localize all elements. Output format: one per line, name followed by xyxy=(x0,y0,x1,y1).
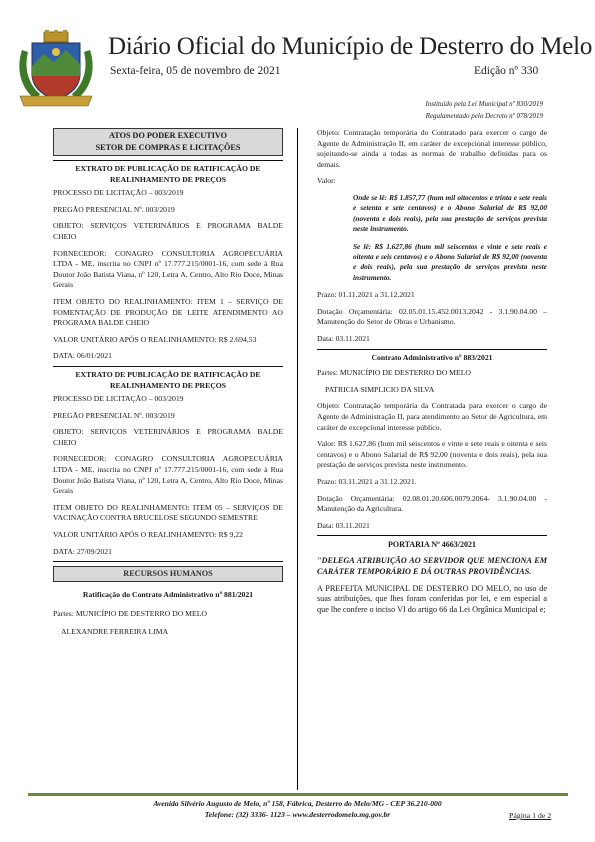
extrato-valor: VALOR UNITÁRIO APÓS O REALINHAMENTO: R$ 9,22 xyxy=(53,530,243,540)
contract-prazo: Prazo: 01.11.2021 a 31.12.2021 xyxy=(317,290,415,300)
footer-contact: Telefone: (32) 3336- 1123 – www.desterrodomelo.mg.gov.br xyxy=(204,810,391,819)
contractor-name: PATRICIA SIMPLICIO DA SILVA xyxy=(325,384,435,394)
institution-law: Instituído pela Lei Municipal nº 830/2019 xyxy=(425,100,543,108)
contract-objeto: Objeto: Contratação temporária da Contratada para exercer o cargo de Agente de Administração II, para atendimento ao Setor de Agricultura, em caráter de excepcional interesse público. xyxy=(317,401,547,432)
extrato-fornecedor: FORNECEDOR: CONAGRO CONSULTORIA AGROPECUÁRIA LTDA - ME, inscrita no CNPJ nº 17.777.215/0001-16, com sede à Rua Doutor João Batista Viana, nº 120, Letra A, Centro, Alto Rio Doce, Minas Gerais xyxy=(53,248,283,290)
portaria-title: PORTARIA Nº 4663/2021 xyxy=(388,540,476,550)
column-divider xyxy=(297,128,298,790)
extrato-valor: VALOR UNITÁRIO APÓS O REALINHAMENTO: R$ 2.694,53 xyxy=(53,334,257,344)
section-header-hr: RECURSOS HUMANOS xyxy=(53,566,283,582)
section-header-executive xyxy=(53,128,283,156)
extrato-title: EXTRATO DE PUBLICAÇÃO DE RATIFICAÇÃO DE REALINHAMENTO DE PREÇOS xyxy=(75,164,261,184)
extrato-title: EXTRATO DE PUBLICAÇÃO DE RATIFICAÇÃO DE REALINHAMENTO DE PREÇOS xyxy=(75,369,261,390)
page-number: Página 1 de 2 xyxy=(509,811,552,820)
extrato-processo: PROCESSO DE LICITAÇÃO – 003/2019 xyxy=(53,188,184,198)
valor-where-reads: Onde se lê: R$ 1.857,77 (hum mil oitocentos e trinta e sete reais e setenta e sete centavos) e o Abono Salarial de R$ 92,00 (noventa e dois reais), pela sua prestação de serviços prevista neste instrumento. xyxy=(353,192,547,234)
newspaper-title: Diário Oficial do Município de Desterro do Melo xyxy=(108,33,593,60)
section-rule xyxy=(53,366,283,367)
extrato-fornecedor: FORNECEDOR: CONAGRO CONSULTORIA AGROPECUÁRIA LTDA - ME, inscrita no CNPJ nº 17.777.215/0001-16, com sede à Rua Doutor João Batista Viana, nº 120, Letra A, Centro, Alto Rio Doce, Minas Gerais xyxy=(53,454,283,496)
contract-data: Data: 03.11.2021 xyxy=(317,334,370,343)
contract-title: Contrato Administrativo nº 883/2021 xyxy=(371,352,493,362)
extrato-data: DATA: 27/09/2021 xyxy=(53,546,112,556)
extrato-item: ITEM OBJETO DO REALINHAMENTO: ITEM 1 – SERVIÇO DE FOMENTAÇÃO DE PRODUÇÃO DE LEITE ATENDIMENTO AO PROGRAMA BALDE CHEIO xyxy=(53,296,283,328)
ratification-title: Ratificação do Contrato Administrativo nº 881/2021 xyxy=(82,590,254,600)
contract-dotacao: Dotação Orçamentária: 02.05.01.15.452.0013.2042 - 3.1.90.04.00 – Manutenção do Setor de Obras e Urbanismo. xyxy=(317,306,547,327)
contract-parties: Partes: MUNICÍPIO DE DESTERRO DO MELO xyxy=(53,608,207,618)
extrato-objeto: OBJETO: SERVIÇOS VETERINÁRIOS E PROGRAMA BALDE CHEIO xyxy=(53,221,283,241)
contract-prazo: Prazo: 03.11.2021 a 31.12.2021. xyxy=(317,476,417,486)
contract-parties: Partes: MUNICÍPIO DE DESTERRO DO MELO xyxy=(317,368,471,378)
footer-rule xyxy=(28,793,568,796)
left-column xyxy=(53,128,283,644)
contract-dotacao: Dotação Orçamentária: 02.08.01.20.606.0079.2064- 3.1.90.04.00 - Manutenção da Agricultura. xyxy=(317,493,547,514)
contract-valor-label: Valor: xyxy=(317,176,336,186)
section-rule xyxy=(53,160,283,161)
edition-number: Edição nº 330 xyxy=(474,65,539,77)
extrato-pregao: PREGÃO PRESENCIAL Nº. 003/2019 xyxy=(53,204,175,214)
valor-reads: Se lê: R$ 1.627,86 (hum mil seiscentos e vinte e sete reais e oitenta e seis centavos) e o Abono Salarial de R$ 92,00 (noventa e dois reais), pela sua prestação de serviços prevista neste instrumento. xyxy=(353,241,547,282)
footer-address: Avenida Silvério Augusto de Melo, nº 158, Fábrica, Desterro do Melo/MG - CEP 36.210-000 xyxy=(153,799,442,808)
institution-note xyxy=(426,98,543,122)
extrato-item: ITEM OBJETO DO REALINHAMENTO: ITEM 05 – SERVIÇOS DE VACINAÇÃO CONTRA BRUCELOSE SEGUNDO SEMESTRE xyxy=(53,502,283,523)
municipal-coat-of-arms-logo xyxy=(14,30,98,108)
portaria-summary: "DELEGA ATRIBUIÇÃO AO SERVIDOR QUE MENCIONA EM CARÁTER TEMPORÁRIO E DÁ OUTRAS PROVIDÊNCIAS. xyxy=(317,555,547,576)
section-title-purchasing: SETOR DE COMPRAS E LICITAÇÕES xyxy=(95,143,241,152)
section-rule xyxy=(317,535,547,536)
section-rule xyxy=(317,349,547,350)
extrato-pregao: PREGÃO PRESENCIAL Nº. 003/2019 xyxy=(53,410,175,420)
contract-valor: Valor: R$ 1.627,86 (hum mil seiscentos e vinte e sete reais e oitenta e seis centavos) e o Abono Salarial de R$ 92,00 (noventa e dois reais), pela sua prestação de serviços prevista neste instrumento. xyxy=(317,439,547,470)
extrato-objeto: OBJETO: SERVIÇOS VETERINÁRIOS E PROGRAMA BALDE CHEIO xyxy=(53,427,283,447)
contract-data: Data: 03.11.2021 xyxy=(317,520,370,530)
extrato-processo: PROCESSO DE LICITAÇÃO – 003/2019 xyxy=(53,394,184,404)
portaria-body: A PREFEITA MUNICIPAL DE DESTERRO DO MELO, no uso de suas atribuições, que lhes foram conferidas por lei, e em especial a que lhe confere o inciso VI do artigo 66 da Lei Orgânica Municipal e; xyxy=(317,583,547,614)
institution-decree: Regulamentado pelo Decreto nº 078/2019 xyxy=(425,112,543,120)
section-title-executive: ATOS DO PODER EXECUTIVO xyxy=(108,131,228,140)
extrato-data: DATA: 06/01/2021 xyxy=(53,351,112,361)
contractor-name: ALEXANDRE FERREIRA LIMA xyxy=(61,627,169,637)
contract-objeto: Objeto: Contratação temporária do Contratado para exercer o cargo de Agente de Administração II, em caráter de excepcional interesse público, sujeitando-se ainda a todas as normas de trabalho definidas para os demais. xyxy=(317,128,547,169)
publication-date: Sexta-feira, 05 de novembro de 2021 xyxy=(110,65,281,77)
right-column xyxy=(317,128,547,621)
section-rule xyxy=(53,561,283,562)
